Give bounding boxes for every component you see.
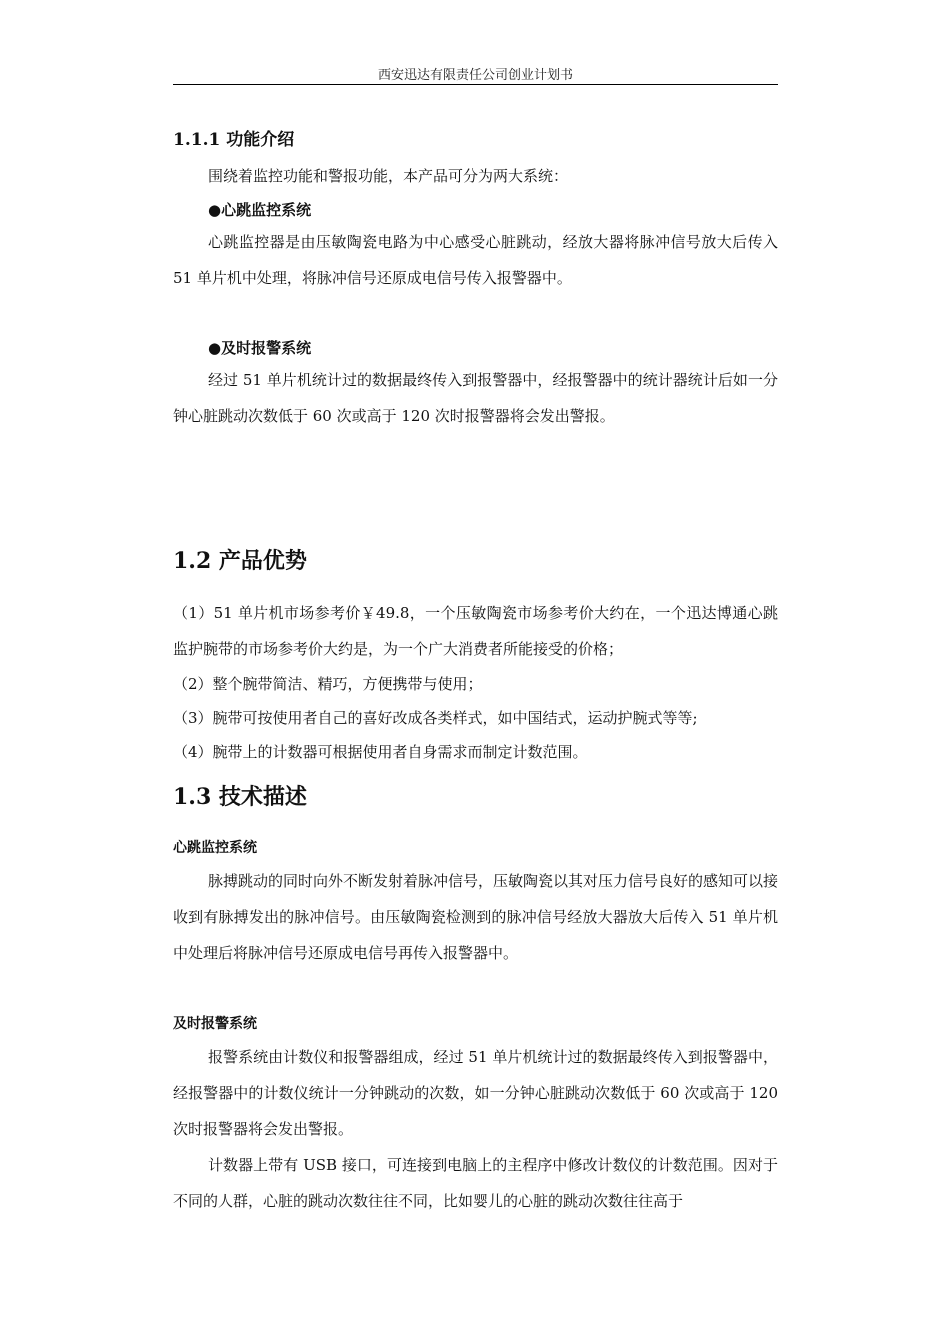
section-heading-1-1-1: 1.1.1 功能介绍: [173, 130, 295, 150]
header-rule: [173, 84, 778, 85]
bullet-heartbeat-monitor: ●心跳监控系统: [208, 201, 312, 219]
paragraph: [173, 362, 778, 434]
intro-text: 围绕着监控功能和警报功能，本产品可分为两大系统：: [208, 167, 569, 185]
bullet-alarm-system: ●及时报警系统: [208, 339, 312, 357]
tech-alarm-text-1: 报警系统由计数仪和报警器组成，经过 51 单片机统计过的数据最终传入到报警器中，经报警器中的计数仪统计一分钟跳动的次数，如一分钟心脏跳动次数低于 60 次或高于 120 次时报警器将会发出警报。: [173, 1048, 778, 1138]
paragraph: [173, 1039, 778, 1219]
tech-heartbeat-text: 脉搏跳动的同时向外不断发射着脉冲信号，压敏陶瓷以其对压力信号良好的感知可以接收到有脉搏发出的脉冲信号。由压敏陶瓷检测到的脉冲信号经放大器放大后传入 51 单片机中处理后将脉冲信号还原成电信号再传入报警器中。: [173, 872, 779, 962]
heartbeat-monitor-text: 心跳监控器是由压敏陶瓷电路为中心感受心脏跳动，经放大器将脉冲信号放大后传入 51 单片机中处理，将脉冲信号还原成电信号传入报警器中。: [173, 233, 778, 287]
paragraph: [173, 158, 778, 194]
list-item: （2）整个腕带简洁、精巧，方便携带与使用；: [173, 675, 483, 693]
alarm-system-text: 经过 51 单片机统计过的数据最终传入到报警器中，经报警器中的统计器统计后如一分钟心脏跳动次数低于 60 次或高于 120 次时报警器将会发出警报。: [173, 371, 778, 425]
paragraph: [173, 224, 778, 296]
subheading-heartbeat-monitor: 心跳监控系统: [173, 840, 257, 856]
section-heading-1-3: 1.3 技术描述: [173, 784, 307, 810]
list-item: （3）腕带可按使用者自己的喜好改成各类样式，如中国结式，运动护腕式等等;: [173, 709, 698, 727]
page-header: 西安迅达有限责任公司创业计划书: [377, 68, 573, 83]
subheading-alarm-system: 及时报警系统: [173, 1016, 257, 1032]
tech-alarm-text-2: 计数器上带有 USB 接口，可连接到电脑上的主程序中修改计数仪的计数范围。因对于不同的人群，心脏的跳动次数往往不同，比如婴儿的心脏的跳动次数往往高于: [173, 1156, 778, 1210]
list-item: （1）51 单片机市场参考价￥49.8，一个压敏陶瓷市场参考价大约在，一个迅达博通心跳监护腕带的市场参考价大约是，为一个广大消费者所能接受的价格；: [173, 604, 778, 658]
section-heading-1-2: 1.2 产品优势: [173, 548, 307, 574]
list-item: （4）腕带上的计数器可根据使用者自身需求而制定计数范围。: [173, 743, 588, 761]
paragraph: [173, 863, 778, 971]
advantages-list: [173, 595, 778, 769]
